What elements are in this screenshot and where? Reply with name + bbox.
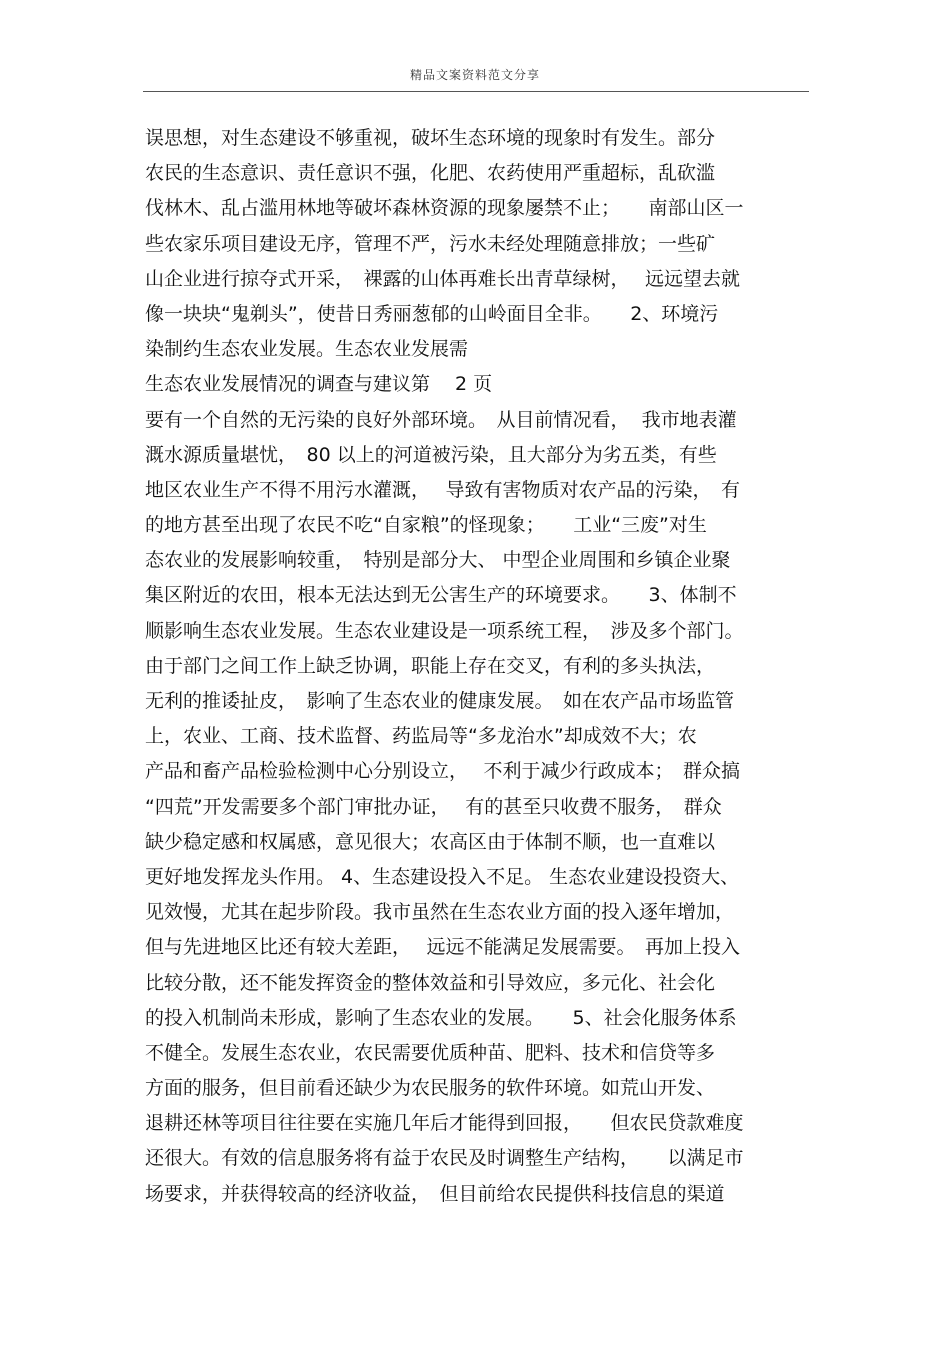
text-line: 态农业的发展影响较重， 特别是部分大、 中型企业周围和乡镇企业聚 — [145, 549, 731, 572]
text-line: 无利的推诿扯皮， 影响了生态农业的健康发展。 如在农产品市场监管 — [145, 690, 735, 712]
text-line: 染制约生态农业发展。生态农业发展需 — [145, 338, 469, 361]
text-line: 场要求，并获得较高的经济收益， 但目前给农民提供科技信息的渠道 — [145, 1182, 725, 1205]
text-line: “四荒”开发需要多个部门审批办证， 有的甚至只收费不服务， 群众 — [145, 795, 722, 818]
text-line: 要有一个自然的无污染的良好外部环境。 从目前情况看， 我市地表灌 — [145, 408, 737, 431]
text-line: 伐林木、乱占滥用林地等破坏森林资源的现象屡禁不止； 南部山区一 — [145, 197, 744, 220]
text-line: 见效慢，尤其在起步阶段。我市虽然在生态农业方面的投入逐年增加， — [145, 901, 735, 924]
text-line: 山企业进行掠夺式开采， 裸露的山体再难长出青草绿树， 远远望去就 — [145, 267, 741, 290]
text-line: 退耕还林等项目往往要在实施几年后才能得到回报， 但农民贷款难度 — [145, 1112, 744, 1135]
text-line: 集区附近的农田，根本无法达到无公害生产的环境要求。 3、体制不 — [145, 584, 737, 607]
text-line: 顺影响生态农业发展。生态农业建设是一项系统工程， 涉及多个部门。 — [145, 619, 744, 642]
text-line: 比较分散，还不能发挥资金的整体效益和引导效应，多元化、社会化 — [145, 971, 716, 994]
header-divider — [143, 91, 809, 92]
text-line: 些农家乐项目建设无序，管理不严，污水未经处理随意排放；一些矿 — [145, 232, 716, 255]
text-line: 的投入机制尚未形成，影响了生态农业的发展。 5、社会化服务体系 — [145, 1006, 737, 1029]
text-line: 还很大。有效的信息服务将有益于农民及时调整生产结构， 以满足市 — [145, 1147, 744, 1170]
text-line: 误思想，对生态建设不够重视，破坏生态环境的现象时有发生。部分 — [145, 127, 716, 149]
text-line: 更好地发挥龙头作用。 4、生态建设投入不足。 生态农业建设投资大、 — [145, 865, 740, 888]
text-line: 的地方甚至出现了农民不吃“自家粮”的怪现象； 工业“三废”对生 — [145, 514, 707, 537]
text-line: 缺少稳定感和权属感，意见很大；农高区由于体制不顺，也一直难以 — [145, 830, 716, 853]
text-line: 溉水源质量堪忧， 80 以上的河道被污染，且大部分为劣五类，有些 — [145, 443, 717, 466]
page-marker-line: 生态农业发展情况的调查与建议第 2 页 — [145, 373, 493, 396]
text-line: 但与先进地区比还有较大差距， 远远不能满足发展需要。 再加上投入 — [145, 936, 741, 959]
text-line: 农民的生态意识、责任意识不强，化肥、农药使用严重超标，乱砍滥 — [145, 162, 716, 185]
text-line: 不健全。发展生态农业，农民需要优质种苗、肥料、技术和信贷等多 — [145, 1041, 716, 1064]
text-line: 产品和畜产品检验检测中心分别设立， 不利于减少行政成本； 群众搞 — [145, 760, 741, 783]
page-header: 精品文案资料范文分享 — [409, 68, 540, 82]
text-line: 上，农业、工商、技术监督、药监局等“多龙治水”却成效不大；农 — [145, 725, 697, 748]
text-line: 地区农业生产不得不用污水灌溉， 导致有害物质对农产品的污染， 有 — [145, 478, 741, 501]
text-line: 由于部门之间工作上缺乏协调，职能上存在交叉，有利的多头执法， — [145, 654, 716, 677]
text-line: 方面的服务，但目前看还缺少为农民服务的软件环境。如荒山开发、 — [145, 1077, 716, 1100]
text-line: 像一块块“鬼剃头”，使昔日秀丽葱郁的山岭面目全非。 2、环境污 — [145, 302, 719, 325]
document-body — [145, 121, 815, 1212]
